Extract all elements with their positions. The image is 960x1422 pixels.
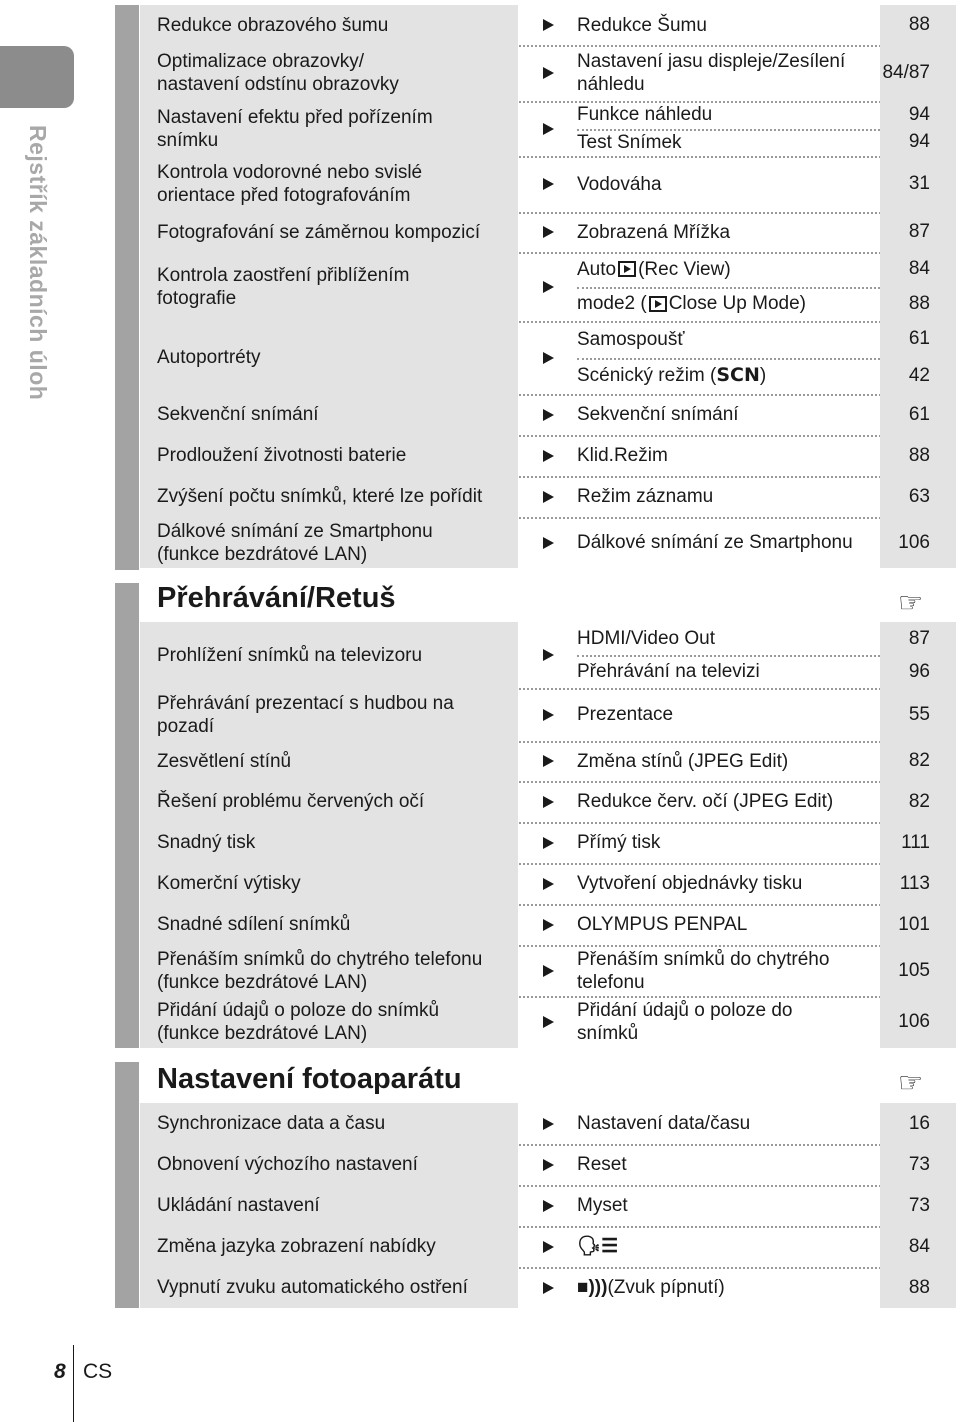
task-label: Redukce obrazového šumu [157,14,389,36]
reference-item [577,655,956,688]
reference-item [577,1185,956,1226]
reference-item [577,252,956,289]
reference-label [577,1185,866,1226]
table-row [140,996,956,1048]
page-reference: 84 [880,1226,956,1267]
table-row [140,435,956,478]
reference-label [577,252,866,287]
reference-text: Sekvenční snímání [577,404,739,425]
task-label: Vypnutí zvuku automatického ostření [157,1277,468,1298]
task-label: Ukládání nastavení [157,1195,320,1216]
reference-text: Přenáším snímků do chytrého telefonu [577,948,830,993]
reference-text-suffix: Close Up Mode) [668,293,806,315]
task-label: Přenáším snímků do chytrého telefonu (funkce bezdrátové LAN) [157,948,483,993]
side-label: Rejstřík základních úloh [25,125,51,401]
page-reference: 88 [880,1267,956,1308]
reference-label [577,129,866,157]
reference-label [577,5,866,45]
table-row [140,252,956,323]
table-row [140,904,956,947]
reference-item [577,863,956,904]
beep-sound-icon: ■))) [577,1277,608,1298]
reference-item [577,741,956,781]
page-reference: 84/87 [880,45,956,101]
page-reference: 63 [880,476,956,517]
page-reference: 42 [880,358,956,395]
task-label: Sekvenční snímání [157,404,319,425]
page-reference: 87 [880,622,956,655]
table-row [140,863,956,906]
task-label: Prodloužení životnosti baterie [157,445,407,466]
table-row [140,476,956,519]
reference-label [577,435,866,476]
table-row [140,1185,956,1228]
reference-text: Vodováha [577,173,662,195]
reference-text: Prezentace [577,704,674,725]
task-label: Řešení problému červených očí [157,791,425,812]
reference-item [577,945,956,996]
task-label: Snadné sdílení snímků [157,914,351,935]
table-row [140,45,956,103]
page-number: 8 [54,1360,66,1383]
reference-text-suffix: ) [759,365,767,387]
table-row [140,1103,956,1146]
reference-text: Nastavení data/času [577,1113,751,1134]
reference-item [577,688,956,741]
reference-label [577,358,866,395]
reference-item [577,358,956,395]
page-reference: 82 [880,781,956,822]
task-label: Autoportréty [157,347,261,368]
reference-item [577,517,956,568]
reference-label [577,688,866,741]
reference-text: Redukce Šumu [577,14,707,36]
arrow-icon [543,919,554,931]
reference-label [577,741,866,781]
arrow-icon [543,709,554,721]
table-row [140,781,956,824]
reference-item [577,5,956,45]
page-reference: 96 [880,655,956,688]
reference-text: Redukce červ. očí (JPEG Edit) [577,791,834,812]
arrow-icon [543,352,554,364]
reference-text: Změna stínů (JPEG Edit) [577,750,789,772]
reference-item [577,1226,956,1267]
task-label: Zesvětlení stínů [157,750,292,772]
reference-label [577,476,866,517]
reference-text: Klid.Režim [577,445,668,466]
table-row [140,101,956,158]
page-reference: 16 [880,1103,956,1144]
reference-text: Test Snímek [577,131,682,153]
task-label: Fotografování se záměrnou kompozicí [157,221,481,243]
table-row [140,741,956,783]
reference-label [577,1103,866,1144]
reference-item [577,321,956,360]
reference-text: Samospoušť [577,328,685,350]
page-reference: 94 [880,129,956,157]
table-row [140,822,956,865]
page-reference: 111 [880,822,956,863]
reference-label [577,212,866,252]
page-reference: 82 [880,741,956,781]
reference-item [577,45,956,101]
reference-text: Auto [577,258,617,280]
reference-item [577,1267,956,1308]
task-label: Snadný tisk [157,832,256,853]
page-reference: 88 [880,435,956,476]
arrow-icon [543,67,554,79]
page-reference: 31 [880,156,956,212]
reference-text: Zobrazená Mřížka [577,221,731,243]
arrow-icon [543,1118,554,1130]
task-label: Zvýšení počtu snímků, které lze pořídit [157,486,483,507]
reference-text: mode2 ( [577,293,647,315]
table-row [140,5,956,47]
page-reference: 55 [880,688,956,741]
table-row [140,1267,956,1308]
task-label: Prohlížení snímků na televizoru [157,644,423,666]
arrow-icon [543,649,554,661]
footer-divider [73,1345,74,1422]
table-row [140,1226,956,1269]
arrow-icon [543,1282,554,1294]
reference-item [577,1103,956,1144]
table-row [140,212,956,254]
reference-item [577,622,956,657]
reference-label [577,622,866,655]
arrow-icon [543,178,554,190]
arrow-icon [543,450,554,462]
page-reference: 73 [880,1185,956,1226]
reference-label [577,1267,866,1308]
reference-label [577,101,866,129]
scn-mode-label: SCN [716,364,760,387]
playback-icon [649,296,667,312]
reference-label [577,904,866,945]
playback-icon [618,261,636,277]
reference-text: Přidání údajů o poloze do snímků [577,1000,793,1044]
table-row [140,517,956,568]
language-code: CS [83,1360,113,1383]
reference-text: Reset [577,1154,627,1175]
page-reference: 61 [880,321,956,358]
arrow-icon [543,409,554,421]
page-reference: 87 [880,212,956,252]
page-reference: 105 [880,945,956,996]
arrow-icon [543,837,554,849]
arrow-icon [543,226,554,238]
table-row [140,688,956,743]
arrow-icon [543,537,554,549]
page-reference: 101 [880,904,956,945]
reference-text: (Zvuk pípnutí) [607,1277,725,1298]
reference-item [577,101,956,131]
reference-label [577,655,866,688]
reference-item [577,904,956,945]
reference-label [577,45,866,101]
page-reference: 88 [880,287,956,322]
arrow-icon [543,1016,554,1028]
task-label: Obnovení výchozího nastavení [157,1154,418,1175]
reference-text: Režim záznamu [577,486,714,507]
reference-label [577,996,866,1048]
reference-text: Přehrávání na televizi [577,661,760,682]
section-title-playback: Přehrávání/Retuš [157,582,396,614]
reference-item [577,1144,956,1185]
reference-label [577,1144,866,1185]
table-row [140,1144,956,1187]
reference-text-suffix: (Rec View) [638,258,731,280]
arrow-icon [543,755,554,767]
reference-label [577,517,866,568]
task-label: Komerční výtisky [157,873,301,894]
reference-label [577,822,866,863]
page-reference: 113 [880,863,956,904]
reference-text: Scénický režim ( [577,365,717,387]
language-menu-icon: 🗣☰ [577,1236,619,1257]
reference-label [577,321,866,358]
reference-text: Vytvoření objednávky tisku [577,873,803,894]
arrow-icon [543,965,554,977]
task-label: Přidání údajů o poloze do snímků (funkce bezdrátové LAN) [157,1000,440,1044]
task-label: Nastavení efektu před pořízením snímku [157,106,433,151]
task-label: Dálkové snímání ze Smartphonu (funkce bezdrátové LAN) [157,520,433,565]
reference-icon: ☞ [898,587,924,618]
reference-item [577,996,956,1048]
arrow-icon [543,1159,554,1171]
reference-text: Funkce náhledu [577,104,713,126]
reference-text: Myset [577,1195,628,1216]
arrow-icon [543,19,554,31]
reference-item [577,212,956,252]
reference-label [577,1226,866,1267]
arrow-icon [543,1241,554,1253]
reference-item [577,822,956,863]
reference-label [577,394,866,435]
reference-icon: ☞ [898,1067,924,1098]
reference-label [577,863,866,904]
reference-text: Dálkové snímání ze Smartphonu [577,532,853,553]
reference-item [577,394,956,435]
table-row [140,394,956,437]
task-label: Přehrávání prezentací s hudbou na pozadí [157,692,454,737]
reference-item [577,781,956,822]
reference-label [577,156,866,212]
page-reference: 61 [880,394,956,435]
page-reference: 84 [880,252,956,287]
table-row [140,156,956,214]
table-row [140,622,956,690]
reference-text: Nastavení jasu displeje/Zesílení náhledu [577,51,846,95]
page-reference: 88 [880,5,956,45]
arrow-icon [543,123,554,135]
table-row [140,945,956,998]
section-title-camera-settings: Nastavení fotoaparátu [157,1063,462,1095]
page-reference: 106 [880,996,956,1048]
reference-item [577,435,956,476]
reference-item [577,287,956,322]
task-label: Synchronizace data a času [157,1113,386,1134]
reference-label [577,287,866,322]
page-reference: 73 [880,1144,956,1185]
page-reference: 94 [880,101,956,129]
reference-text: HDMI/Video Out [577,628,715,649]
reference-item [577,129,956,157]
footer [54,1360,113,1384]
task-label: Kontrola vodorovné nebo svislé orientace před fotografováním [157,162,423,206]
table-row [140,321,956,396]
arrow-icon [543,796,554,808]
page-reference: 106 [880,517,956,568]
reference-item [577,476,956,517]
arrow-icon [543,1200,554,1212]
reference-text: Přímý tisk [577,832,661,853]
reference-item [577,156,956,212]
arrow-icon [543,491,554,503]
arrow-icon [543,281,554,293]
task-label: Kontrola zaostření přiblížením fotografie [157,264,410,309]
reference-label [577,781,866,822]
arrow-icon [543,878,554,890]
task-label: Změna jazyka zobrazení nabídky [157,1236,436,1257]
reference-label [577,945,866,996]
reference-text: OLYMPUS PENPAL [577,914,748,935]
task-label: Optimalizace obrazovky/ nastavení odstínu obrazovky [157,51,399,95]
